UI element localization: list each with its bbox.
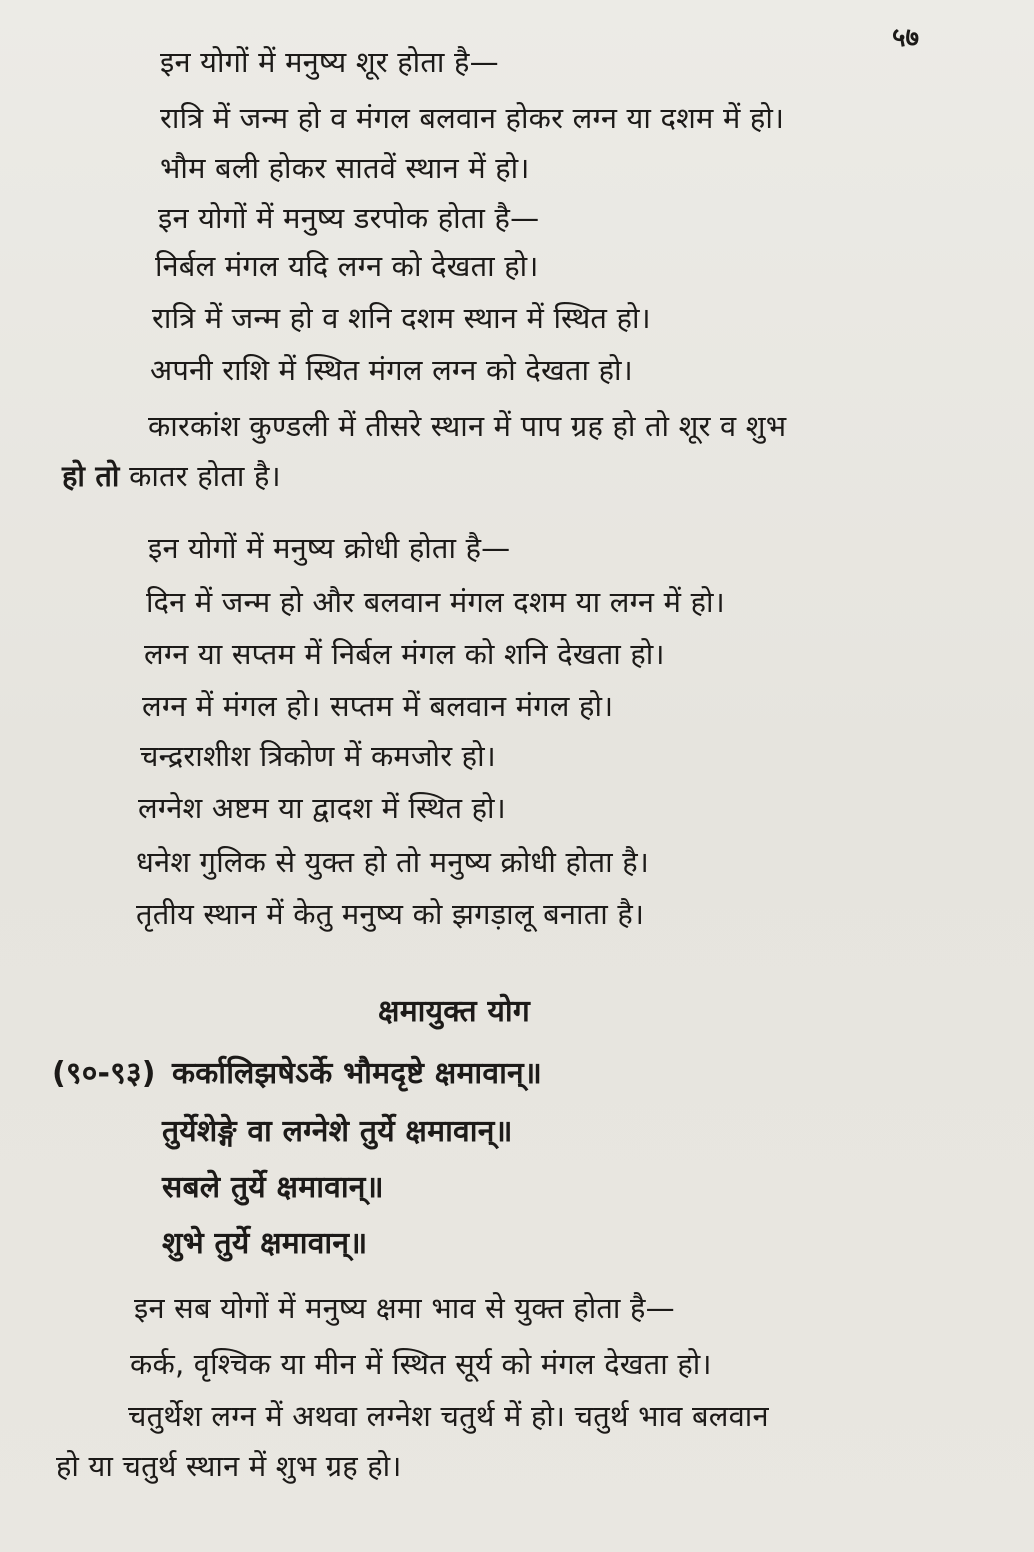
- brave-intro: इन योगों में मनुष्य शूर होता है—: [160, 45, 499, 79]
- verse-line: तुर्येशेङ्गे वा लग्नेशे तुर्ये क्षमावान्॥: [162, 1114, 513, 1149]
- angry-line: चन्द्रराशीश त्रिकोण में कमजोर हो।: [140, 739, 496, 773]
- angry-line: लग्न या सप्तम में निर्बल मंगल को शनि देखता हो।: [144, 637, 665, 671]
- coward-intro: इन योगों में मनुष्य डरपोक होता है—: [158, 201, 540, 235]
- coward-line: निर्बल मंगल यदि लग्न को देखता हो।: [155, 249, 539, 283]
- verse-line: सबले तुर्ये क्षमावान्॥: [162, 1170, 384, 1205]
- brave-line: भौम बली होकर सातवें स्थान में हो।: [160, 151, 530, 185]
- verse-line: कर्कालिझषेऽर्के भौमदृष्टे क्षमावान्॥: [172, 1056, 543, 1091]
- angry-line: लग्न में मंगल हो। सप्तम में बलवान मंगल हो।: [142, 689, 614, 723]
- angry-intro: इन योगों में मनुष्य क्रोधी होता है—: [148, 531, 511, 565]
- forgive-line: हो या चतुर्थ स्थान में शुभ ग्रह हो।: [56, 1449, 402, 1483]
- coward-line: कारकांश कुण्डली में तीसरे स्थान में पाप ग्रह हो तो शूर व शुभ: [148, 409, 787, 443]
- verse-line: शुभे तुर्ये क्षमावान्॥: [162, 1226, 368, 1261]
- coward-line: अपनी राशि में स्थित मंगल लग्न को देखता हो।: [150, 353, 633, 387]
- forgive-line: कर्क, वृश्चिक या मीन में स्थित सूर्य को मंगल देखता हो।: [130, 1347, 712, 1381]
- page-number: ५७: [892, 23, 920, 53]
- forgive-line: चतुर्थेश लग्न में अथवा लग्नेश चतुर्थ में हो। चतुर्थ भाव बलवान: [128, 1399, 769, 1433]
- coward-cont-bold: हो तो: [62, 459, 120, 493]
- angry-line: तृतीय स्थान में केतु मनुष्य को झगड़ालू बनाता है।: [136, 897, 645, 931]
- coward-cont-rest: कातर होता है।: [119, 459, 281, 493]
- angry-line: दिन में जन्म हो और बलवान मंगल दशम या लग्न में हो।: [146, 585, 725, 619]
- forgive-intro: इन सब योगों में मनुष्य क्षमा भाव से युक्त होता है—: [134, 1291, 675, 1325]
- brave-line: रात्रि में जन्म हो व मंगल बलवान होकर लग्न या दशम में हो।: [160, 101, 785, 135]
- coward-continuation: [62, 458, 281, 494]
- verse-number: (९०-९३): [52, 1056, 156, 1091]
- coward-line: रात्रि में जन्म हो व शनि दशम स्थान में स्थित हो।: [152, 301, 651, 335]
- angry-line: धनेश गुलिक से युक्त हो तो मनुष्य क्रोधी होता है।: [136, 845, 650, 879]
- angry-line: लग्नेश अष्टम या द्वादश में स्थित हो।: [138, 791, 506, 825]
- section-heading: क्षमायुक्त योग: [378, 994, 530, 1029]
